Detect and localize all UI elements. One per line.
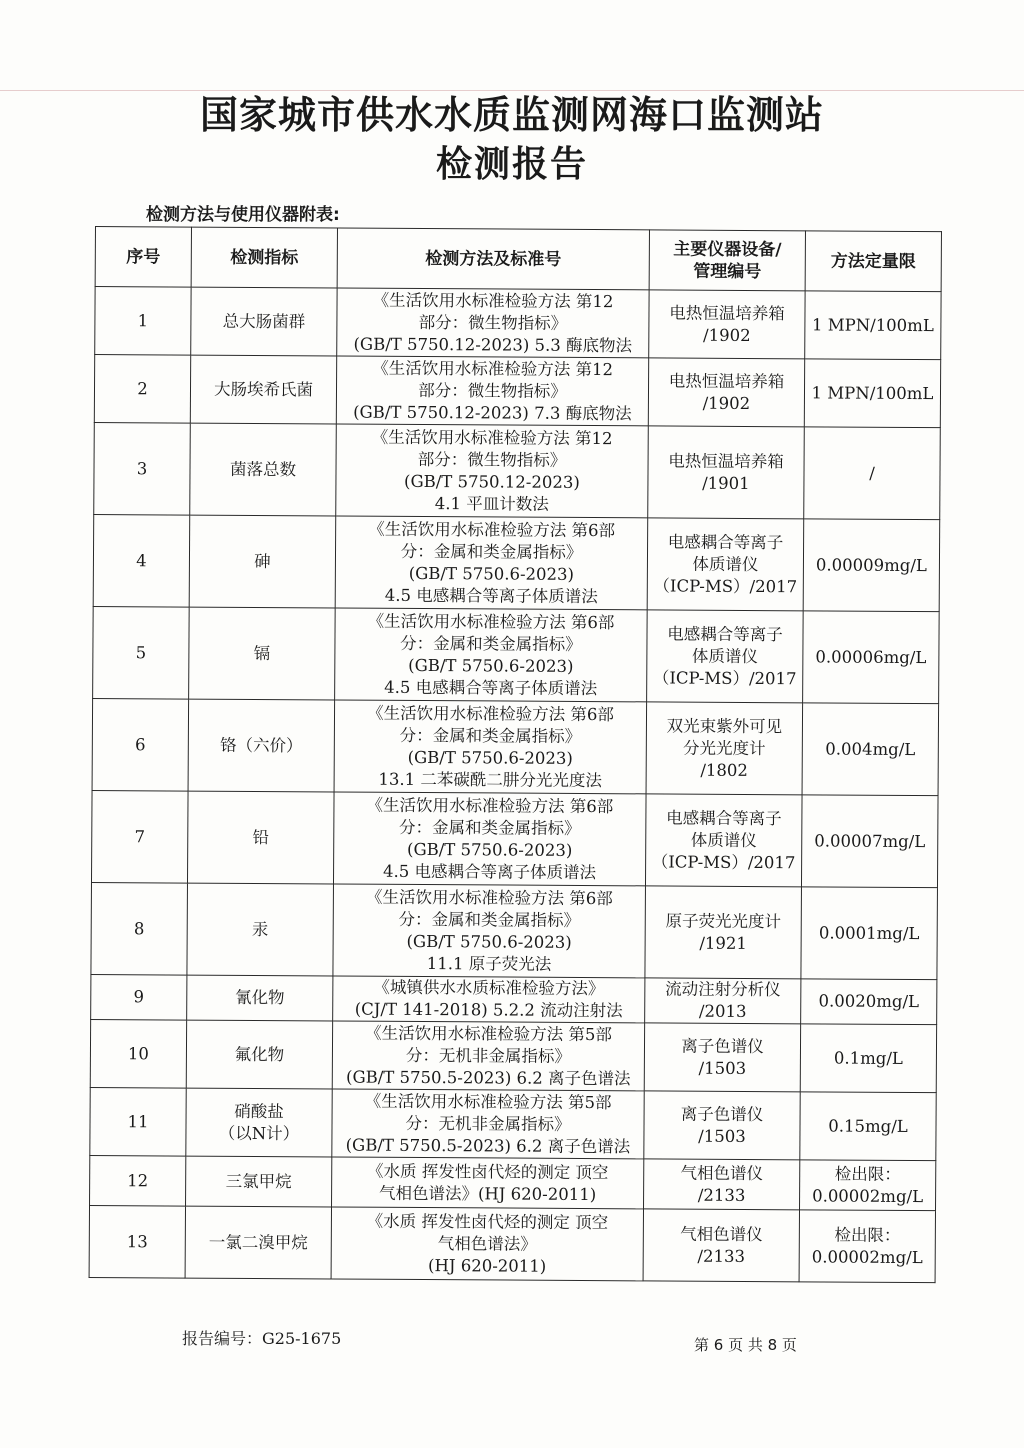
limit-cell xyxy=(800,1160,936,1211)
indicator-cell-line: 氰化物 xyxy=(234,987,285,1008)
table-row xyxy=(90,1155,936,1210)
indicator-cell-line: 大肠埃希氏菌 xyxy=(213,379,314,399)
method-cell-line: (GB/T 5750.6-2023) xyxy=(407,747,573,768)
header-equipment-line: 主要仪器设备/ xyxy=(673,239,782,260)
equipment-cell-line: 原子荧光光度计 xyxy=(665,910,782,931)
method-cell xyxy=(331,1207,643,1281)
row-number: 1 xyxy=(95,287,191,356)
limit-cell-line: 0.0001mg/L xyxy=(818,922,920,943)
equipment-cell-line: /1921 xyxy=(699,933,747,953)
row-number: 10 xyxy=(90,1019,186,1088)
method-cell-line: (GB/T 5750.5-2023) 6.2 离子色谱法 xyxy=(345,1067,631,1088)
method-cell-line: 4.1 平皿计数法 xyxy=(434,493,549,514)
method-cell xyxy=(332,1089,644,1159)
indicator-cell xyxy=(189,515,336,608)
indicator-cell-line: 一氯二溴甲烷 xyxy=(208,1232,308,1252)
equipment-cell xyxy=(644,1023,800,1092)
table-row xyxy=(93,514,940,611)
method-cell-line: 《生活饮用水标准检验方法 第12 xyxy=(371,427,613,448)
limit-cell-line: 0.00002mg/L xyxy=(811,1246,923,1267)
limit-cell-line: 0.1mg/L xyxy=(833,1048,903,1068)
method-cell-line: (GB/T 5750.6-2023) xyxy=(406,931,572,952)
method-cell xyxy=(333,884,646,978)
limit-cell-line: 1 MPN/100mL xyxy=(811,314,934,335)
table-header-row xyxy=(95,227,941,292)
indicator-cell-line: （以N计） xyxy=(218,1123,300,1143)
table-row xyxy=(95,287,941,360)
equipment-cell xyxy=(643,1209,799,1282)
equipment-cell-line: /1503 xyxy=(698,1126,746,1146)
equipment-cell-line: 体质谱仪 xyxy=(690,830,757,850)
indicator-cell-line: 菌落总数 xyxy=(229,459,297,479)
indicator-cell xyxy=(185,1206,331,1279)
table-row xyxy=(91,974,937,1024)
indicator-cell xyxy=(186,1020,332,1089)
table-caption: 检测方法与使用仪器附表: xyxy=(146,205,340,225)
method-cell-line: 《生活饮用水标准检验方法 第5部 xyxy=(364,1091,612,1112)
row-number: 12 xyxy=(90,1155,186,1206)
indicator-cell xyxy=(190,355,336,424)
method-cell xyxy=(334,700,647,794)
limit-cell-line: 检出限： xyxy=(834,1164,901,1184)
method-cell-line: (GB/T 5750.6-2023) xyxy=(408,563,575,584)
equipment-cell-line: /1902 xyxy=(702,393,751,413)
method-cell-line: 分：金属和类金属指标》 xyxy=(400,541,583,562)
table-row xyxy=(91,882,938,979)
equipment-cell xyxy=(644,1159,800,1210)
method-cell-line: 分：金属和类金属指标》 xyxy=(398,909,581,930)
table-row xyxy=(93,606,940,703)
indicator-cell-line: 硝酸盐 xyxy=(234,1101,284,1121)
limit-cell-line: / xyxy=(869,463,875,483)
method-cell-line: 部分：微生物指标》 xyxy=(417,449,567,470)
method-cell-line: 部分：微生物指标》 xyxy=(418,380,567,401)
method-cell-line: 分：无机非金属指标》 xyxy=(405,1113,571,1134)
method-cell xyxy=(333,976,645,1023)
limit-cell-line: 0.00009mg/L xyxy=(815,554,927,575)
method-cell-line: 部分：微生物指标》 xyxy=(418,312,568,333)
limit-cell xyxy=(802,703,939,796)
row-number: 8 xyxy=(91,882,188,975)
method-cell-line: 气相色谱法》 xyxy=(437,1233,537,1254)
method-cell-line: (GB/T 5750.6-2023) xyxy=(406,839,573,860)
indicator-cell xyxy=(187,883,334,976)
equipment-cell-line: 分光光度计 xyxy=(683,738,766,758)
row-number: 2 xyxy=(94,355,190,424)
table-body xyxy=(89,287,941,1283)
limit-cell xyxy=(801,979,937,1025)
table-row xyxy=(90,1087,936,1160)
indicator-cell xyxy=(186,1156,332,1207)
equipment-cell-line: 双光束紫外可见 xyxy=(666,716,783,736)
equipment-cell xyxy=(645,886,802,979)
limit-cell-line: 1 MPN/100mL xyxy=(811,382,934,403)
method-cell-line: 《生活饮用水标准检验方法 第12 xyxy=(372,290,614,311)
method-cell-line: 分：无机非金属指标》 xyxy=(405,1045,571,1066)
indicator-cell-line: 总大肠菌群 xyxy=(222,311,306,331)
method-cell-line: 分：金属和类金属指标》 xyxy=(400,633,582,654)
indicator-cell-line: 汞 xyxy=(251,919,269,939)
indicator-cell xyxy=(191,287,337,356)
method-cell-line: 《生活饮用水标准检验方法 第12 xyxy=(372,358,614,379)
method-cell-line: (GB/T 5750.12-2023) 5.3 酶底物法 xyxy=(353,334,633,355)
method-cell-line: 《生活饮用水标准检验方法 第6部 xyxy=(366,795,614,816)
equipment-cell xyxy=(646,702,803,795)
equipment-cell-line: 离子色谱仪 xyxy=(680,1104,764,1124)
method-cell-line: 分：金属和类金属指标》 xyxy=(399,817,581,838)
equipment-cell xyxy=(648,358,804,427)
row-number: 3 xyxy=(94,422,191,515)
method-cell-line: 气相色谱法》(HJ 620-2011) xyxy=(378,1183,597,1204)
indicator-cell-line: 铅 xyxy=(252,827,270,847)
row-number: 7 xyxy=(91,790,188,883)
equipment-cell-line: 电热恒温培养箱 xyxy=(668,371,785,391)
equipment-cell xyxy=(647,610,804,703)
method-cell xyxy=(333,792,646,886)
limit-cell xyxy=(801,795,938,888)
method-cell-line: (GB/T 5750.12-2023) 7.3 酶底物法 xyxy=(353,402,632,423)
equipment-cell-line: 体质谱仪 xyxy=(692,554,759,574)
table-row xyxy=(90,1019,936,1092)
limit-cell xyxy=(800,1092,936,1161)
row-number: 4 xyxy=(93,514,190,607)
equipment-cell xyxy=(649,290,805,359)
methods-equipment-table xyxy=(89,226,942,1283)
method-cell-line: 《水质 挥发性卤代烃的测定 顶空 xyxy=(366,1211,609,1232)
equipment-cell-line: （ICP-MS）/2017 xyxy=(652,667,797,688)
method-cell-line: 分：金属和类金属指标》 xyxy=(399,725,582,746)
method-cell-line: (GB/T 5750.6-2023) xyxy=(408,655,574,676)
indicator-cell xyxy=(189,607,336,700)
method-cell-line: (GB/T 5750.5-2023) 6.2 离子色谱法 xyxy=(345,1135,631,1156)
equipment-cell-line: /2013 xyxy=(698,1001,747,1021)
equipment-cell-line: /1902 xyxy=(703,325,751,345)
method-cell-line: 《生活饮用水标准检验方法 第6部 xyxy=(368,519,616,540)
limit-cell xyxy=(804,427,941,520)
method-cell-line: 4.5 电感耦合等离子体质谱法 xyxy=(384,677,598,698)
method-cell-line: (GB/T 5750.12-2023) xyxy=(403,471,580,492)
header-equipment-line: 管理编号 xyxy=(693,261,762,282)
table-row xyxy=(94,355,940,428)
limit-cell xyxy=(803,611,940,704)
limit-cell xyxy=(799,1210,935,1283)
equipment-cell-line: 体质谱仪 xyxy=(691,646,758,666)
page-info: 第 6 页 共 8 页 xyxy=(694,1336,797,1354)
method-cell-line: 11.1 原子荧光法 xyxy=(426,953,552,974)
method-cell-line: 《生活饮用水标准检验方法 第6部 xyxy=(367,611,615,632)
organization-title: 国家城市供水水质监测网海口监测站 xyxy=(199,93,824,137)
limit-cell xyxy=(804,359,940,428)
limit-cell-line: 0.0020mg/L xyxy=(818,991,920,1012)
equipment-cell-line: /1901 xyxy=(702,473,750,493)
row-number: 5 xyxy=(93,606,190,699)
header-indicator: 检测指标 xyxy=(191,227,337,288)
method-cell xyxy=(335,608,648,702)
equipment-cell xyxy=(647,518,804,611)
header-no: 序号 xyxy=(95,227,191,288)
method-cell xyxy=(335,516,648,610)
equipment-cell-line: （ICP-MS）/2017 xyxy=(653,575,798,596)
indicator-cell xyxy=(190,423,337,516)
equipment-cell xyxy=(648,426,805,519)
equipment-cell-line: 电感耦合等离子 xyxy=(667,532,784,552)
equipment-cell xyxy=(645,978,801,1024)
limit-cell-line: 0.00006mg/L xyxy=(815,646,927,667)
method-cell-line: 《生活饮用水标准检验方法 第6部 xyxy=(367,703,614,724)
method-cell xyxy=(336,424,649,518)
equipment-cell-line: /2133 xyxy=(697,1246,746,1266)
row-number: 11 xyxy=(90,1087,186,1156)
method-cell-line: (HJ 620-2011) xyxy=(428,1255,547,1276)
equipment-cell-line: /1503 xyxy=(698,1058,747,1078)
equipment-cell-line: /1802 xyxy=(700,760,749,780)
indicator-cell-line: 铬（六价） xyxy=(220,735,303,755)
equipment-cell-line: /2133 xyxy=(697,1185,746,1205)
method-cell-line: 《水质 挥发性卤代烃的测定 顶空 xyxy=(366,1161,609,1182)
method-cell xyxy=(332,1021,644,1091)
table-row xyxy=(94,422,941,519)
limit-cell-line: 检出限： xyxy=(834,1225,901,1245)
indicator-cell-line: 砷 xyxy=(254,551,271,571)
method-cell-line: 《生活饮用水标准检验方法 第5部 xyxy=(365,1023,613,1044)
limit-cell-line: 0.15mg/L xyxy=(828,1115,908,1136)
method-cell xyxy=(332,1157,644,1209)
indicator-cell xyxy=(186,1088,332,1157)
indicator-cell-line: 氟化物 xyxy=(234,1044,285,1064)
equipment-cell-line: 电感耦合等离子 xyxy=(667,624,783,644)
limit-cell xyxy=(803,519,940,612)
method-cell-line: 4.5 电感耦合等离子体质谱法 xyxy=(383,861,597,882)
equipment-cell-line: 电热恒温培养箱 xyxy=(668,451,784,471)
indicator-cell xyxy=(188,699,335,792)
equipment-cell-line: 气相色谱仪 xyxy=(680,1163,764,1183)
table-row xyxy=(91,790,938,887)
method-cell-line: 4.5 电感耦合等离子体质谱法 xyxy=(384,585,598,606)
table-row xyxy=(89,1205,935,1282)
indicator-cell-line: 三氯甲烷 xyxy=(225,1171,292,1191)
equipment-cell-line: 离子色谱仪 xyxy=(681,1036,764,1056)
limit-cell xyxy=(805,291,941,360)
header-method: 检测方法及标准号 xyxy=(337,228,649,290)
indicator-cell xyxy=(187,975,333,1021)
method-cell xyxy=(336,356,648,426)
equipment-cell-line: 电热恒温培养箱 xyxy=(669,303,785,323)
equipment-cell-line: （ICP-MS）/2017 xyxy=(651,851,796,872)
limit-cell-line: 0.00002mg/L xyxy=(812,1185,924,1206)
row-number: 9 xyxy=(91,974,187,1020)
equipment-cell-line: 电感耦合等离子 xyxy=(666,808,782,828)
report-title: 检测报告 xyxy=(435,144,588,185)
limit-cell-line: 0.00007mg/L xyxy=(814,830,926,851)
equipment-cell-line: 流动注射分析仪 xyxy=(665,979,781,1000)
limit-cell xyxy=(800,1024,936,1093)
limit-cell xyxy=(801,887,938,980)
method-cell-line: 13.1 二苯碳酰二肼分光光度法 xyxy=(378,769,602,790)
method-cell-line: (CJ/T 141-2018) 5.2.2 流动注射法 xyxy=(354,999,623,1021)
table-row xyxy=(92,698,939,795)
equipment-cell xyxy=(645,794,802,887)
row-number: 13 xyxy=(89,1205,185,1278)
equipment-cell-line: 气相色谱仪 xyxy=(680,1224,763,1244)
method-cell-line: 《生活饮用水标准检验方法 第6部 xyxy=(365,887,613,908)
header-limit: 方法定量限 xyxy=(805,231,941,292)
header-equipment xyxy=(649,230,805,291)
method-cell xyxy=(337,288,649,358)
equipment-cell xyxy=(644,1091,800,1160)
report-number: 报告编号：G25-1675 xyxy=(182,1329,342,1348)
indicator-cell-line: 镉 xyxy=(253,643,271,663)
row-number: 6 xyxy=(92,698,189,791)
indicator-cell xyxy=(187,791,334,884)
limit-cell-line: 0.004mg/L xyxy=(825,738,916,759)
method-cell-line: 《城镇供水水质标准检验方法》 xyxy=(373,977,605,999)
